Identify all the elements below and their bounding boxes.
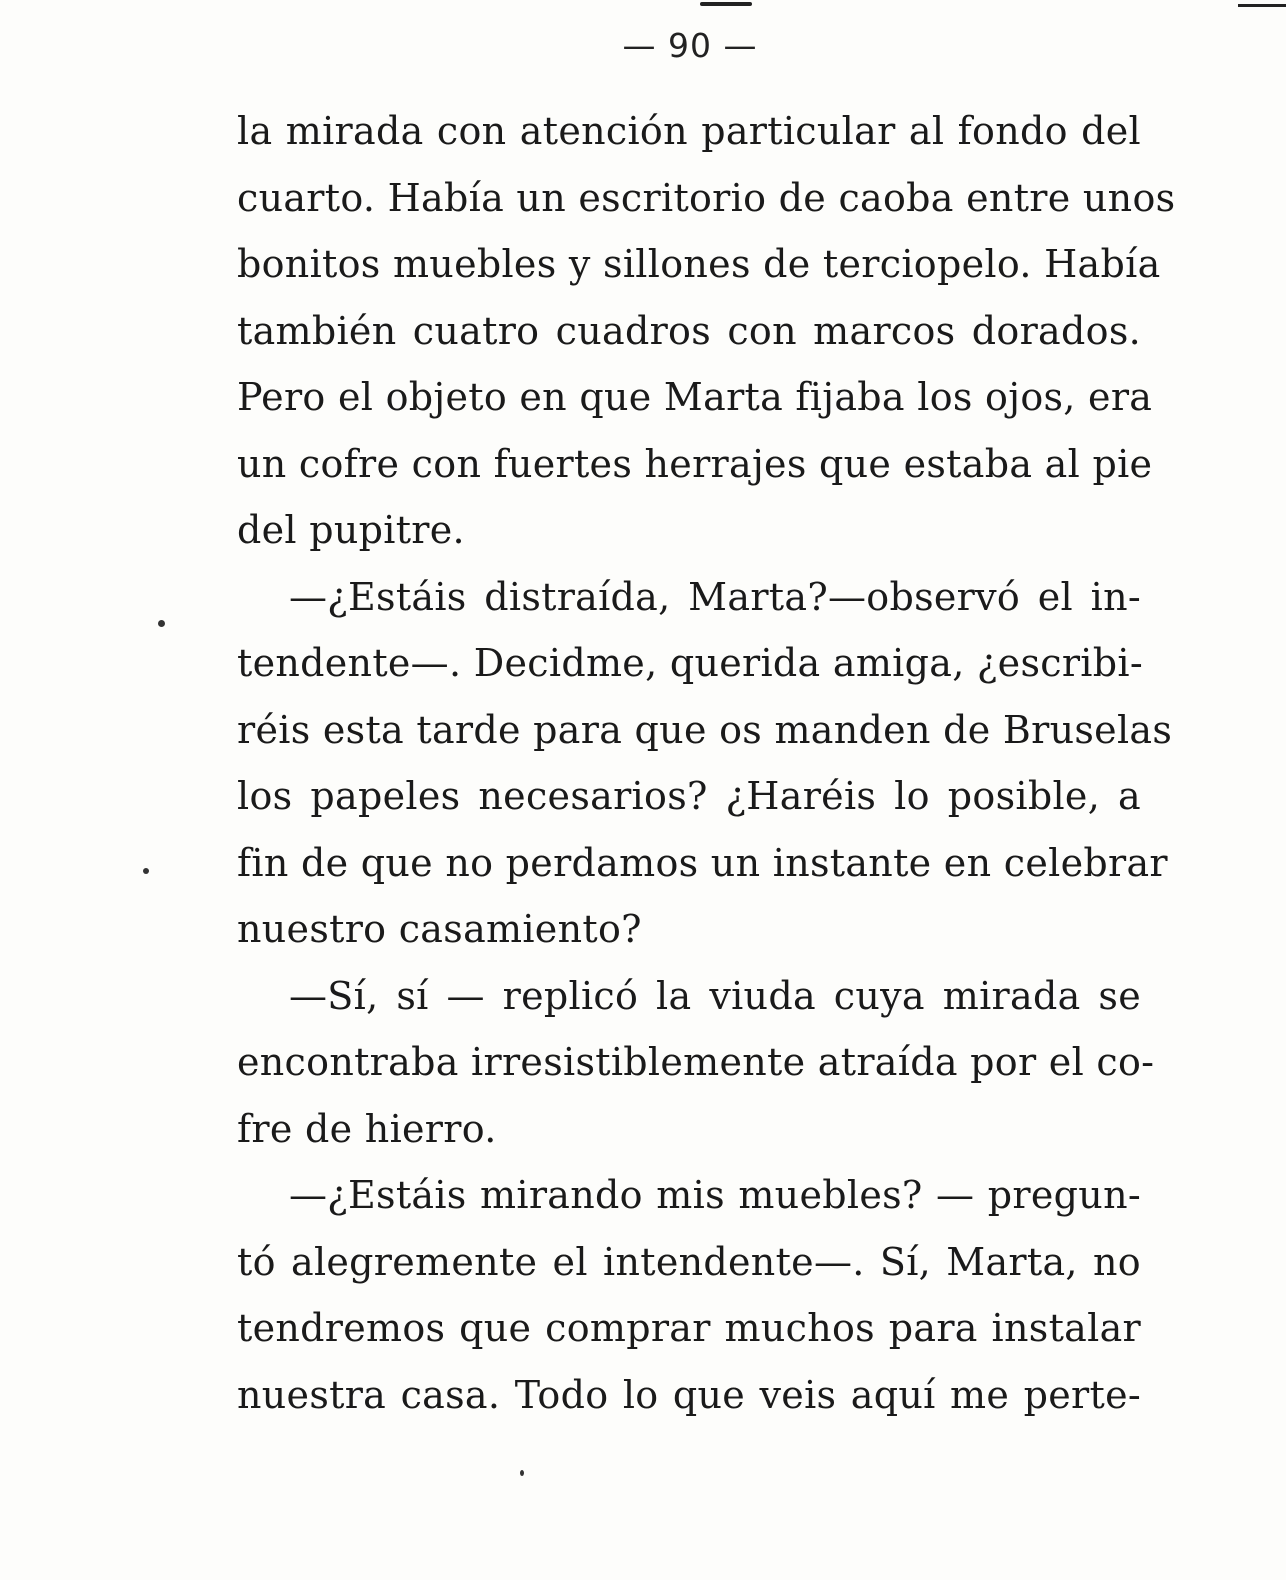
text-line: réis esta tarde para que os manden de Bruselas [237, 707, 1173, 752]
text-line: —¿Estáis mirando mis muebles? — pregun- [289, 1173, 1141, 1217]
text-line: la mirada con atención particular al fondo del [237, 109, 1141, 153]
text-line: fin de que no perdamos un instante en celebrar [237, 840, 1168, 885]
text-line: —Sí, sí — replicó la viuda cuya mirada se [289, 973, 1141, 1018]
text-line: también cuatro cuadros con marcos dorados. [237, 308, 1141, 353]
text-line: tendremos que comprar muchos para instalar [237, 1306, 1141, 1350]
text-line: los papeles necesarios? ¿Haréis lo posible, a [237, 774, 1141, 818]
text-line: encontraba irresistiblemente atraída por el co- [237, 1040, 1155, 1084]
text-line: nuestro casamiento? [237, 907, 642, 951]
scan-speck [158, 620, 165, 627]
body-text [237, 98, 1176, 1428]
text-line: —¿Estáis distraída, Marta?—observó el in- [289, 574, 1141, 619]
text-line: Pero el objeto en que Marta fijaba los ojos, era [237, 375, 1153, 419]
page-number: — 90 — [622, 26, 758, 65]
text-line: bonitos muebles y sillones de terciopelo. Había [237, 242, 1161, 286]
top-rule-mark [700, 2, 752, 6]
text-line: fre de hierro. [237, 1106, 497, 1151]
scan-speck [143, 868, 149, 874]
text-line: nuestra casa. Todo lo que veis aquí me perte- [237, 1372, 1141, 1417]
text-line: cuarto. Había un escritorio de caoba entre unos [237, 175, 1176, 220]
text-line: del pupitre. [237, 508, 465, 552]
text-line: tó alegremente el intendente—. Sí, Marta, no [237, 1239, 1141, 1284]
text-line: un cofre con fuertes herrajes que estaba al pie [237, 441, 1153, 486]
text-line: tendente—. Decidme, querida amiga, ¿escribi- [237, 641, 1143, 685]
top-rule-mark-right [1238, 4, 1286, 7]
scan-speck [520, 1470, 524, 1476]
